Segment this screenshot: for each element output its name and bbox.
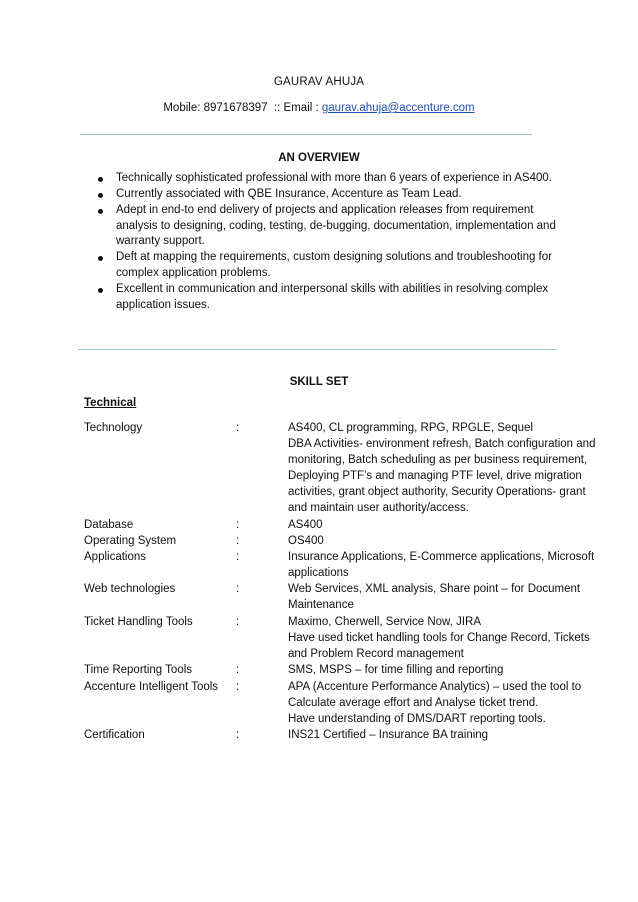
divider [78, 349, 556, 350]
skill-value [288, 549, 604, 581]
skill-value [288, 727, 604, 743]
email-link[interactable]: gaurav.ahuja@accenture.com [321, 102, 475, 114]
overview-bullet: Technically sophisticated professional with more than 6 years of experience in AS400. [96, 171, 566, 187]
skill-value [288, 662, 604, 678]
skill-value [288, 517, 604, 533]
skill-label: Ticket Handling Tools [84, 616, 193, 628]
overview-bullet: Deft at mapping the requirements, custom designing solutions and troubleshooting for complex application problems. [96, 250, 566, 281]
skill-value-line: Maximo, Cherwell, Service Now, JIRA [288, 616, 481, 628]
skill-value-line: Have used ticket handling tools for Change Record, Tickets and Problem Record management [288, 632, 590, 660]
skill-value-line: DBA Activities- environment refresh, Batch configuration and monitoring, Batch scheduling as per business requirement, Deploying PTF’s and managing PTF level, drive migration activities, grant object authority, Security Operations- grant and maintain user authority/access. [288, 438, 596, 514]
skill-label: Database [84, 519, 134, 531]
overview-bullet: Excellent in communication and interpersonal skills with abilities in resolving complex application issues. [96, 282, 566, 313]
divider [80, 134, 532, 135]
skill-value [288, 533, 604, 549]
overview-bullet: Adept in end-to end delivery of projects and application releases from requirement analysis to designing, coding, testing, de-bugging, documentation, implementation and warranty support. [96, 203, 566, 250]
skill-value-line: INS21 Certified – Insurance BA training [288, 729, 489, 741]
technical-subheading: Technical [84, 397, 137, 409]
skill-value-line: Have understanding of DMS/DART reporting tools. [288, 713, 546, 725]
skill-label: Operating System [84, 535, 177, 547]
skill-value-line: AS400 [288, 519, 323, 531]
skill-value-line: Insurance Applications, E-Commerce applications, Microsoft applications [288, 551, 595, 579]
skill-label: Technology [84, 422, 143, 434]
overview-list [96, 171, 566, 314]
skill-label: Certification [84, 729, 145, 741]
skill-value [288, 581, 604, 613]
candidate-name: GAURAV AHUJA [273, 76, 365, 88]
skill-label: Accenture Intelligent Tools [84, 681, 219, 693]
skill-value-line: AS400, CL programming, RPG, RPGLE, Sequel [288, 422, 534, 434]
overview-bullet: Currently associated with QBE Insurance, Accenture as Team Lead. [96, 187, 566, 203]
skill-separator: : [236, 616, 240, 628]
skill-separator: : [236, 551, 240, 563]
skill-label: Web technologies [84, 583, 176, 595]
skill-value-line: SMS, MSPS – for time filling and reporting [288, 664, 504, 676]
skill-label: Time Reporting Tools [84, 664, 193, 676]
overview-heading: AN OVERVIEW [278, 152, 360, 164]
contact-line [0, 102, 638, 114]
skill-value-line: OS400 [288, 535, 324, 547]
skill-separator: : [236, 729, 240, 741]
skill-label: Applications [84, 551, 147, 563]
contact-phone: Mobile: 8971678397 :: Email : [163, 102, 322, 114]
skill-separator: : [236, 583, 240, 595]
skill-value-line: Web Services, XML analysis, Share point – for Document Maintenance [288, 583, 581, 611]
skill-value [288, 420, 604, 516]
skill-value [288, 679, 604, 727]
skill-value [288, 614, 604, 662]
skill-separator: : [236, 535, 240, 547]
skill-value-line: APA (Accenture Performance Analytics) – used the tool to Calculate average effort and Analyse ticket trend. [288, 681, 582, 709]
skill-separator: : [236, 519, 240, 531]
skill-separator: : [236, 681, 240, 693]
skill-separator: : [236, 422, 240, 434]
skill-set-heading: SKILL SET [289, 376, 349, 388]
skill-separator: : [236, 664, 240, 676]
